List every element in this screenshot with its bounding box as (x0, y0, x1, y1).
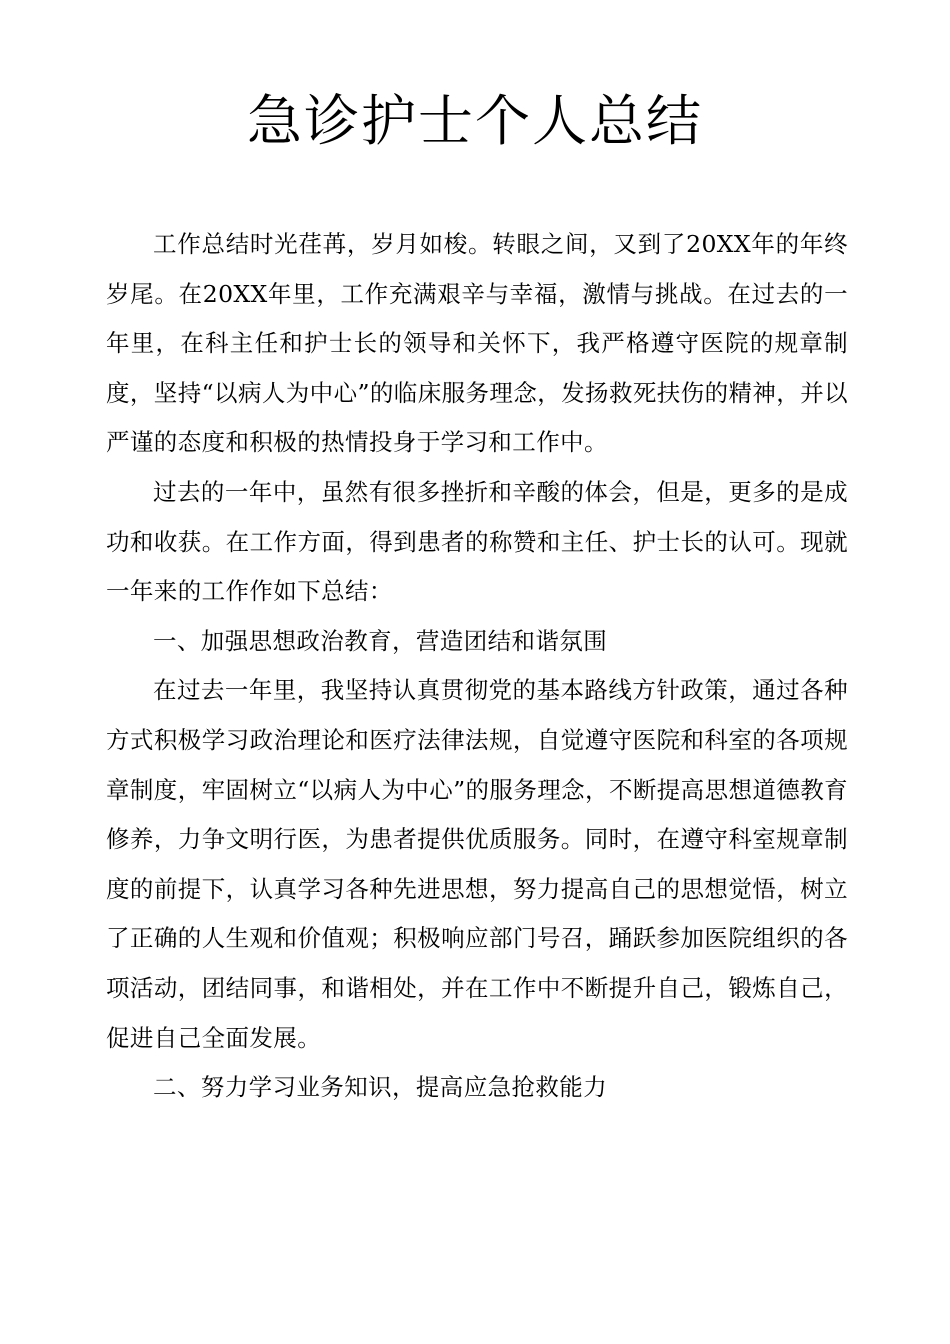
section-heading-1: 一、加强思想政治教育，营造团结和谐氛围 (153, 626, 608, 655)
document-body (106, 220, 848, 1113)
document-title: 急诊护士个人总结 (246, 89, 703, 153)
section-heading-2: 二、努力学习业务知识，提高应急抢救能力 (153, 1073, 608, 1102)
intro-paragraph: 工作总结时光荏苒，岁月如梭。转眼之间，又到了20XX年的年终岁尾。在20XX年里，工作充满艰辛与幸福，激情与挑战。在过去的一年里，在科主任和护士长的领导和关怀下，我严格遵守医院的规章制度，坚持“以病人为中心”的临床服务理念，发扬救死扶伤的精神，并以严谨的态度和积极的热情投身于学习和工作中。 (106, 230, 848, 457)
summary-paragraph: 过去的一年中，虽然有很多挫折和辛酸的体会，但是，更多的是成功和收获。在工作方面，得到患者的称赞和主任、护士长的认可。现就一年来的工作作如下总结： (106, 477, 848, 606)
section-1-paragraph: 在过去一年里，我坚持认真贯彻党的基本路线方针政策，通过各种方式积极学习政治理论和医疗法律法规，自觉遵守医院和科室的各项规章制度，牢固树立“以病人为中心”的服务理念，不断提高思想道德教育修养，力争文明行医，为患者提供优质服务。同时，在遵守科室规章制度的前提下，认真学习各种先进思想，努力提高自己的思想觉悟，树立了正确的人生观和价值观；积极响应部门号召，踊跃参加医院组织的各项活动，团结同事，和谐相处，并在工作中不断提升自己，锻炼自己，促进自己全面发展。 (106, 676, 848, 1052)
